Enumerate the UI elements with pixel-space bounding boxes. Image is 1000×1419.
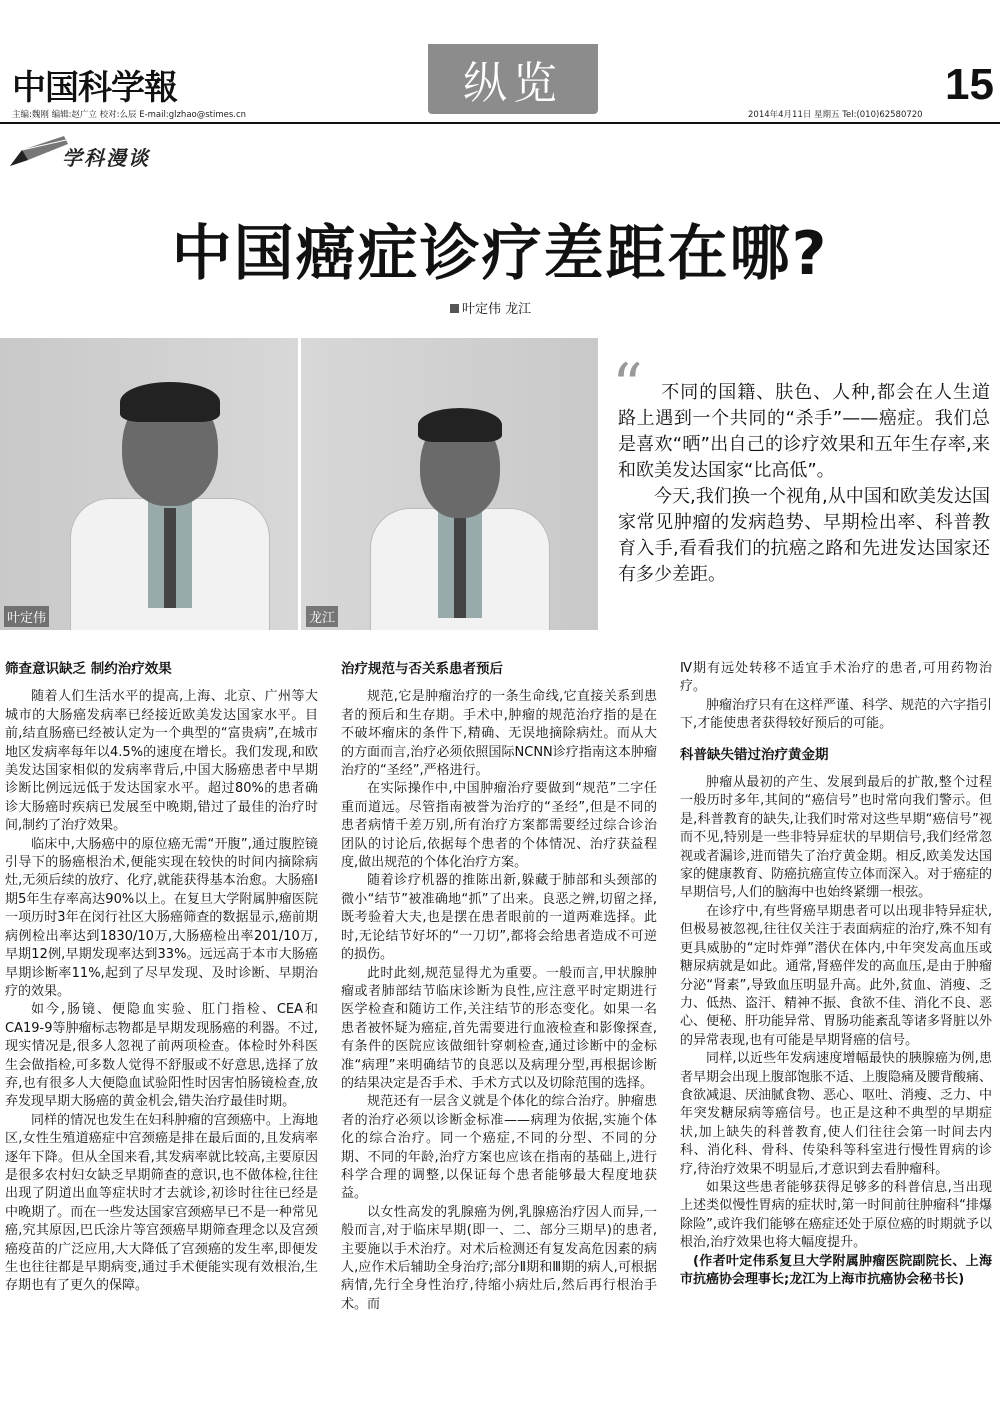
article-paragraph: 同样的情况也发生在妇科肿瘤的宫颈癌中。上海地区,女性生殖道癌症中宫颈癌是排在最后面的,且发病率逐年下降。但从全国来看,其发病率就比较高,主要原因是很多农村妇女缺乏早期筛查的意识,也不做体检,往往出现了阴道出血等症状时才去就诊,初诊时往往已经是中晚期了。而在一些发达国家宫颈癌早已不是一种常见癌,究其原因,巴氏涂片等宫颈癌早期筛查理念以及宫颈癌疫苗的广泛应用,大大降低了宫颈癌的发生率,即便发生也往往都是早期病变,通过手术便能实现有效根治,生存期也有了更久的保障。	[5, 1112, 318, 1294]
article-paragraph: 以女性高发的乳腺癌为例,乳腺癌治疗因人而异,一般而言,对于临床早期(即一、二、部分三期早)的患者,主要施以手术治疗。对术后检测还有复发高危因素的病人,应作术后辅助全身治疗;部分Ⅱ期和Ⅲ期的病人,可根据病情,先行全身性治疗,待缩小病灶后,然后再行根治手术。而	[341, 1204, 657, 1312]
article-paragraph: 如今,肠镜、便隐血实验、肛门指检、CEA和CA19-9等肿瘤标志物都是早期发现肠癌的利器。不过,现实情况是,很多人忽视了前两项检查。体检时外科医生会做指检,可多数人觉得不舒服或不好意思,选择了放弃,也有很多人大便隐血试验阳性时因害怕肠镜检查,放弃发现早期大肠癌的黄金机会,错失治疗最佳时期。	[5, 1002, 318, 1110]
portrait-left	[60, 338, 280, 630]
pull-quote	[618, 380, 990, 588]
photo-divider	[298, 338, 301, 630]
article-paragraph: 肿瘤治疗只有在这样严谨、科学、规范的六字指引下,才能使患者获得较好预后的可能。	[680, 697, 993, 732]
article-paragraph: 如果这些患者能够获得足够多的科普信息,当出现上述类似慢性胃病的症状时,第一时间前往肿瘤科“排爆除险”,或许我们能够在癌症还处于原位癌的时期就予以根治,治疗效果也将大幅度提升。	[680, 1179, 992, 1251]
section-heading: 筛查意识缺乏 制约治疗效果	[5, 661, 172, 677]
byline-authors: 叶定伟 龙江	[462, 302, 532, 317]
section-heading: 治疗规范与否关系患者预后	[341, 661, 503, 677]
article-paragraph: 随着诊疗机器的推陈出新,躲藏于肺部和头颈部的微小“结节”被准确地“抓”了出来。良恶之辨,切留之择,既考验着大夫,也是摆在患者眼前的一道两难选择。此时,无论结节好坏的“一刀切”,都将会给患者造成不可逆的损伤。	[341, 873, 657, 963]
section-heading: 科普缺失错过治疗黄金期	[680, 746, 829, 763]
article-paragraph: 规范还有一层含义就是个体化的综合治疗。肿瘤患者的治疗必须以诊断金标准——病理为依据,实施个体化的综合治疗。同一个癌症,不同的分型、不同的分期、不同的年龄,治疗方案也应该在指南的基础上,进行科学合理的调整,以保证每个患者能够最大程度地获益。	[341, 1094, 657, 1202]
article-column-2	[341, 660, 657, 1314]
article-paragraph: 在诊疗中,有些肾癌早期患者可以出现非特异症状,但极易被忽视,往往仅关注于表面病症的治疗,殊不知有更具威胁的“定时炸弹”潜伏在体内,中年突发高血压或糖尿病就是如此。通常,肾癌伴发的高血压,是由于肿瘤分泌“肾素”,导致血压明显升高。此外,贫血、消瘦、乏力、低热、盗汗、精神不振、食欲不佳、消化不良、恶心、便秘、肝功能异常、胃肠功能紊乱等诸多肾脏以外的异常表现,也有可能是早期肾癌的信号。	[680, 903, 993, 1048]
column-tag: 学科漫谈	[62, 146, 150, 170]
page-number: 15	[945, 60, 994, 109]
author-photo	[0, 338, 598, 630]
article-column-3	[680, 660, 992, 1289]
quote-mark-icon: “	[612, 351, 643, 421]
issue-date: 2014年4月11日 星期五 Tel:(010)62580720	[748, 110, 923, 120]
article-paragraph: 肿瘤从最初的产生、发展到最后的扩散,整个过程一般历时多年,其间的“癌信号”也时常向我们警示。但是,科普教育的缺失,让我们时常对这些早期“癌信号”视而不见,特别是一些非特异症状的早期信号,我们经常忽视或者漏诊,进而错失了治疗黄金期。相反,欧美发达国家的健康教育、防癌抗癌宣传立体而深入。对于癌症的早期信号,人们的脑海中也始终紧绷一根弦。	[680, 775, 993, 901]
article-paragraph: 随着人们生活水平的提高,上海、北京、广州等大城市的大肠癌发病率已经接近欧美发达国家水平。目前,结直肠癌已经被认定为一个典型的“富贵病”,在城市地区发病率每年以4.5%的速度在增长。我们发现,和欧美发达国家相似的发病率背后,中国大肠癌患者中早期诊断比例远远低于发达国家水平。超过80%的患者确诊大肠癌时疾病已发展至中晚期,错过了最佳的治疗时间,制约了治疗效果。	[5, 689, 318, 834]
section-label: 纵览	[463, 58, 563, 109]
masthead-credits: 主编:魏刚 编辑:赵广立 校对:么辰 E-mail:glzhao@stimes.cn	[12, 110, 247, 120]
article-paragraph: 临床中,大肠癌中的原位癌无需“开腹”,通过腹腔镜引导下的肠癌根治术,便能实现在较快的时间内摘除病灶,无须后续的放疗、化疗,就能获得基本治愈。大肠癌Ⅰ期5年生存率高达90%以上。在复旦大学附属肿瘤医院一项历时3年在闵行社区大肠癌筛查的数据显示,癌前期病例检出率达到1830/10万,大肠癌检出率201/10万,早期12例,早期发现率达到33%。远远高于本市大肠癌早期诊断率11%,起到了尽早发现、及时诊断、早期治疗的效果。	[5, 836, 318, 999]
headline: 中国癌症诊疗差距在哪?	[171, 219, 829, 289]
article-paragraph: 规范,它是肿瘤治疗的一条生命线,它直接关系到患者的预后和生存期。手术中,肿瘤的规范治疗指的是在不破坏瘤床的条件下,精确、无误地摘除病灶。而从大的方面而言,治疗必须依照国际NCNN诊疗指南这本肿瘤治疗的“圣经”,严格进行。	[341, 689, 657, 779]
newspaper-logo: 中国科学報	[12, 68, 177, 108]
article-paragraph: 在实际操作中,中国肿瘤治疗要做到“规范”二字任重而道远。尽管指南被誉为治疗的“圣经”,但是不同的患者病情千差万别,所有治疗方案都需要经过综合诊治团队的讨论后,依据每个患者的个体情况、治疗获益程度,做出规范的个体化治疗方案。	[341, 781, 657, 871]
section-tab	[428, 44, 598, 114]
pull-quote-paragraph: 今天,我们换一个视角,从中国和欧美发达国家常见肿瘤的发病趋势、早期检出率、科普教育入手,看看我们的抗癌之路和先进发达国家还有多少差距。	[618, 486, 990, 585]
byline-square-icon	[450, 304, 459, 313]
article-paragraph-continued: Ⅳ期有远处转移不适宜手术治疗的患者,可用药物治疗。	[680, 661, 992, 695]
photo-caption-left: 叶定伟	[4, 606, 49, 627]
pull-quote-paragraph: 不同的国籍、肤色、人种,都会在人生道路上遇到一个共同的“杀手”——癌症。我们总是喜欢“晒”出自己的诊疗效果和五年生存率,来和欧美发达国家“比高低”。	[618, 382, 990, 481]
article-paragraph: 此时此刻,规范显得尤为重要。一般而言,甲状腺肿瘤或者肺部结节临床诊断为良性,应注意平时定期进行医学检查和随访工作,关注结节的形态变化。如果一名患者被怀疑为癌症,首先需要进行血液检查和影像探查,有条件的医院应该做细针穿刺检查,通过诊断中的金标准“病理”来明确结节的良恶以及病理分型,再根据诊断的结果决定是否手术、手术方式以及切除范围的选择。	[341, 965, 657, 1091]
photo-caption-right: 龙江	[306, 606, 338, 627]
byline	[450, 298, 531, 317]
article-paragraph: 同样,以近些年发病速度增幅最快的胰腺癌为例,患者早期会出现上腹部饱胀不适、上腹隐痛及腰背酸痛、食欲减退、厌油腻食物、恶心、呕吐、消瘦、乏力、中年突发糖尿病等癌信号。也正是这种不典型的早期症状,加上缺失的科普教育,使人们往往会第一时间去内科、消化科、骨科、传染科等科室进行慢性胃病的诊疗,待治疗效果不明显后,才意识到去看肿瘤科。	[680, 1051, 993, 1177]
article-column-1	[5, 660, 318, 1296]
masthead-rule	[0, 122, 1000, 124]
author-note: (作者叶定伟系复旦大学附属肿瘤医院副院长、上海市抗癌协会理事长;龙江为上海市抗癌协会秘书长)	[680, 1253, 992, 1287]
portrait-right	[360, 338, 560, 630]
